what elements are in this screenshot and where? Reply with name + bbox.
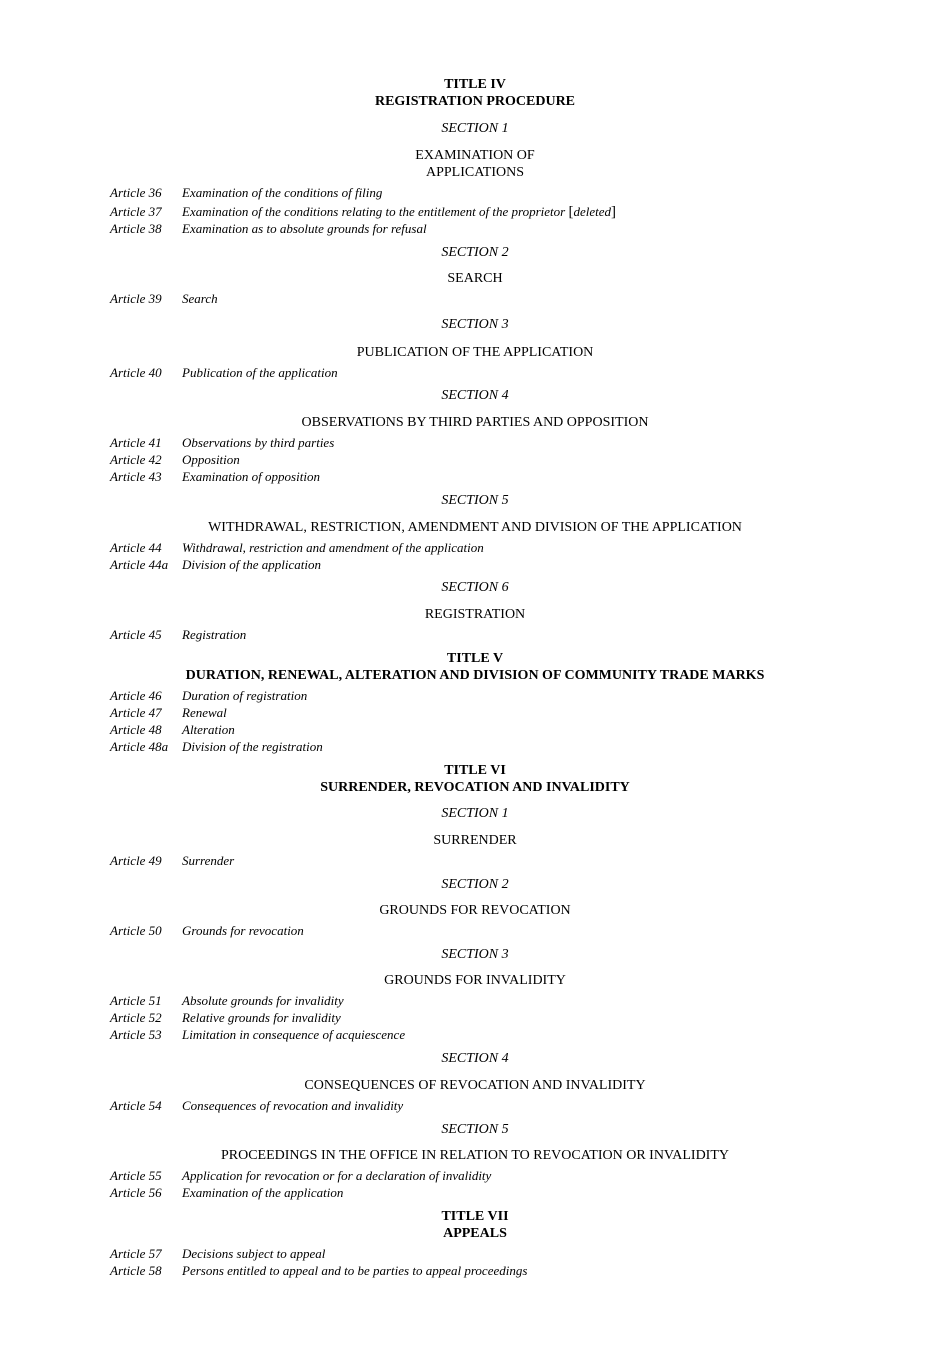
article-title: Absolute grounds for invalidity: [182, 993, 344, 1008]
section-heading: GROUNDS FOR INVALIDITY: [384, 973, 566, 988]
article-entry: [110, 922, 304, 939]
article-entry: [110, 1184, 343, 1201]
section-label: SECTION 1: [441, 121, 509, 136]
article-title: Duration of registration: [182, 688, 308, 703]
article-entry: [110, 992, 344, 1009]
article-number: Article 55: [110, 1168, 162, 1183]
bracket-open: [: [568, 204, 574, 220]
article-number: Article 42: [110, 452, 162, 467]
article-entry: [110, 626, 246, 643]
article-entry: [110, 556, 321, 573]
title-name: APPEALS: [443, 1226, 507, 1241]
article-number: Article 38: [110, 221, 162, 236]
article-entry: [110, 1097, 403, 1114]
article-title: Surrender: [182, 853, 235, 868]
title-name: REGISTRATION PROCEDURE: [374, 94, 576, 109]
article-title: Observations by third parties: [182, 435, 335, 450]
article-entry: [110, 1262, 527, 1279]
article-entry: [110, 434, 334, 451]
article-entry: [110, 290, 218, 307]
article-title: Publication of the application: [182, 365, 338, 380]
section-heading: EXAMINATION OF: [415, 148, 535, 163]
section-heading: APPLICATIONS: [425, 165, 524, 180]
section-heading: SEARCH: [447, 271, 503, 286]
article-number: Article 52: [110, 1010, 162, 1025]
article-title: Grounds for revocation: [182, 923, 304, 938]
article-number: Article 44: [110, 540, 162, 555]
article-number: Article 57: [110, 1246, 162, 1261]
section-label: SECTION 5: [441, 1122, 509, 1137]
section-heading: PUBLICATION OF THE APPLICATION: [356, 345, 594, 360]
article-title: Registration: [182, 627, 247, 642]
section-heading: PROCEEDINGS IN THE OFFICE IN RELATION TO REVOCATION OR INVALIDITY: [220, 1148, 729, 1163]
section-label: SECTION 1: [441, 806, 509, 821]
article-title: Renewal: [182, 705, 227, 720]
article-entry: [110, 364, 338, 381]
article-title: Alteration: [182, 722, 235, 737]
article-number: Article 51: [110, 993, 162, 1008]
article-entry: [110, 451, 240, 468]
article-entry: [110, 468, 320, 485]
article-number: Article 54: [110, 1098, 162, 1113]
article-entry: [110, 738, 323, 755]
title-label: TITLE VI: [444, 763, 506, 778]
section-heading: CONSEQUENCES OF REVOCATION AND INVALIDITY: [304, 1078, 646, 1093]
section-label: SECTION 4: [441, 1051, 509, 1066]
bracket-close: ]: [611, 204, 617, 220]
section-heading: GROUNDS FOR REVOCATION: [379, 903, 571, 918]
article-title: Examination of the conditions relating to the entitlement of the proprietor: [182, 204, 566, 219]
article-entry: [110, 687, 307, 704]
article-number: Article 39: [110, 291, 162, 306]
article-title: Examination of the application: [182, 1185, 344, 1200]
section-label: SECTION 2: [441, 245, 509, 260]
article-entry: [110, 721, 235, 738]
section-label: SECTION 6: [441, 580, 509, 595]
article-entry: [110, 1009, 341, 1026]
article-number: Article 37: [110, 204, 162, 219]
section-heading: WITHDRAWAL, RESTRICTION, AMENDMENT AND DIVISION OF THE APPLICATION: [208, 520, 742, 535]
article-number: Article 48a: [110, 739, 169, 754]
article-number: Article 49: [110, 853, 162, 868]
article-title: Application for revocation or for a declaration of invalidity: [182, 1168, 492, 1183]
article-number: Article 44a: [110, 557, 169, 572]
title-label: TITLE V: [446, 651, 504, 666]
article-number: Article 46: [110, 688, 162, 703]
article-title: Limitation in consequence of acquiescence: [182, 1027, 406, 1042]
article-entry: [110, 203, 616, 221]
section-label: SECTION 2: [441, 877, 509, 892]
article-entry: [110, 1167, 491, 1184]
article-entry: [110, 184, 382, 201]
section-label: SECTION 4: [441, 388, 509, 403]
article-entry: [110, 704, 227, 721]
article-number: Article 41: [110, 435, 162, 450]
article-title: Examination of opposition: [182, 469, 320, 484]
article-number: Article 40: [110, 365, 162, 380]
article-entry: [110, 539, 484, 556]
article-number: Article 48: [110, 722, 162, 737]
article-number: Article 58: [110, 1263, 162, 1278]
article-number: Article 36: [110, 185, 162, 200]
section-label: SECTION 3: [441, 317, 509, 332]
article-title: Persons entitled to appeal and to be parties to appeal proceedings: [182, 1263, 528, 1278]
section-heading: SURRENDER: [433, 833, 517, 848]
article-title: Withdrawal, restriction and amendment of the application: [182, 540, 484, 555]
title-label: TITLE IV: [444, 77, 506, 92]
article-title: Examination as to absolute grounds for refusal: [182, 221, 427, 236]
article-title: Examination of the conditions of filing: [182, 185, 383, 200]
section-label: SECTION 3: [441, 947, 509, 962]
article-note: deleted: [573, 204, 612, 219]
article-number: Article 45: [110, 627, 162, 642]
article-title: Division of the application: [182, 557, 322, 572]
section-heading: OBSERVATIONS BY THIRD PARTIES AND OPPOSITION: [301, 415, 649, 430]
article-title: Division of the registration: [182, 739, 323, 754]
article-title: Consequences of revocation and invalidity: [182, 1098, 404, 1113]
article-number: Article 53: [110, 1027, 162, 1042]
article-number: Article 43: [110, 469, 162, 484]
section-label: SECTION 5: [441, 493, 509, 508]
article-entry: [110, 852, 234, 869]
article-entry: [110, 1245, 325, 1262]
article-entry: [110, 1026, 405, 1043]
title-name: SURRENDER, REVOCATION AND INVALIDITY: [320, 780, 630, 795]
article-number: Article 50: [110, 923, 162, 938]
title-label: TITLE VII: [441, 1209, 509, 1224]
article-title: Opposition: [182, 452, 240, 467]
article-number: Article 47: [110, 705, 162, 720]
section-heading: REGISTRATION: [424, 607, 526, 622]
article-entry: [110, 220, 427, 237]
article-number: Article 56: [110, 1185, 162, 1200]
title-name: DURATION, RENEWAL, ALTERATION AND DIVISION OF COMMUNITY TRADE MARKS: [185, 668, 765, 683]
article-title: Decisions subject to appeal: [182, 1246, 326, 1261]
article-title: Relative grounds for invalidity: [182, 1010, 341, 1025]
article-title: Search: [182, 291, 218, 306]
